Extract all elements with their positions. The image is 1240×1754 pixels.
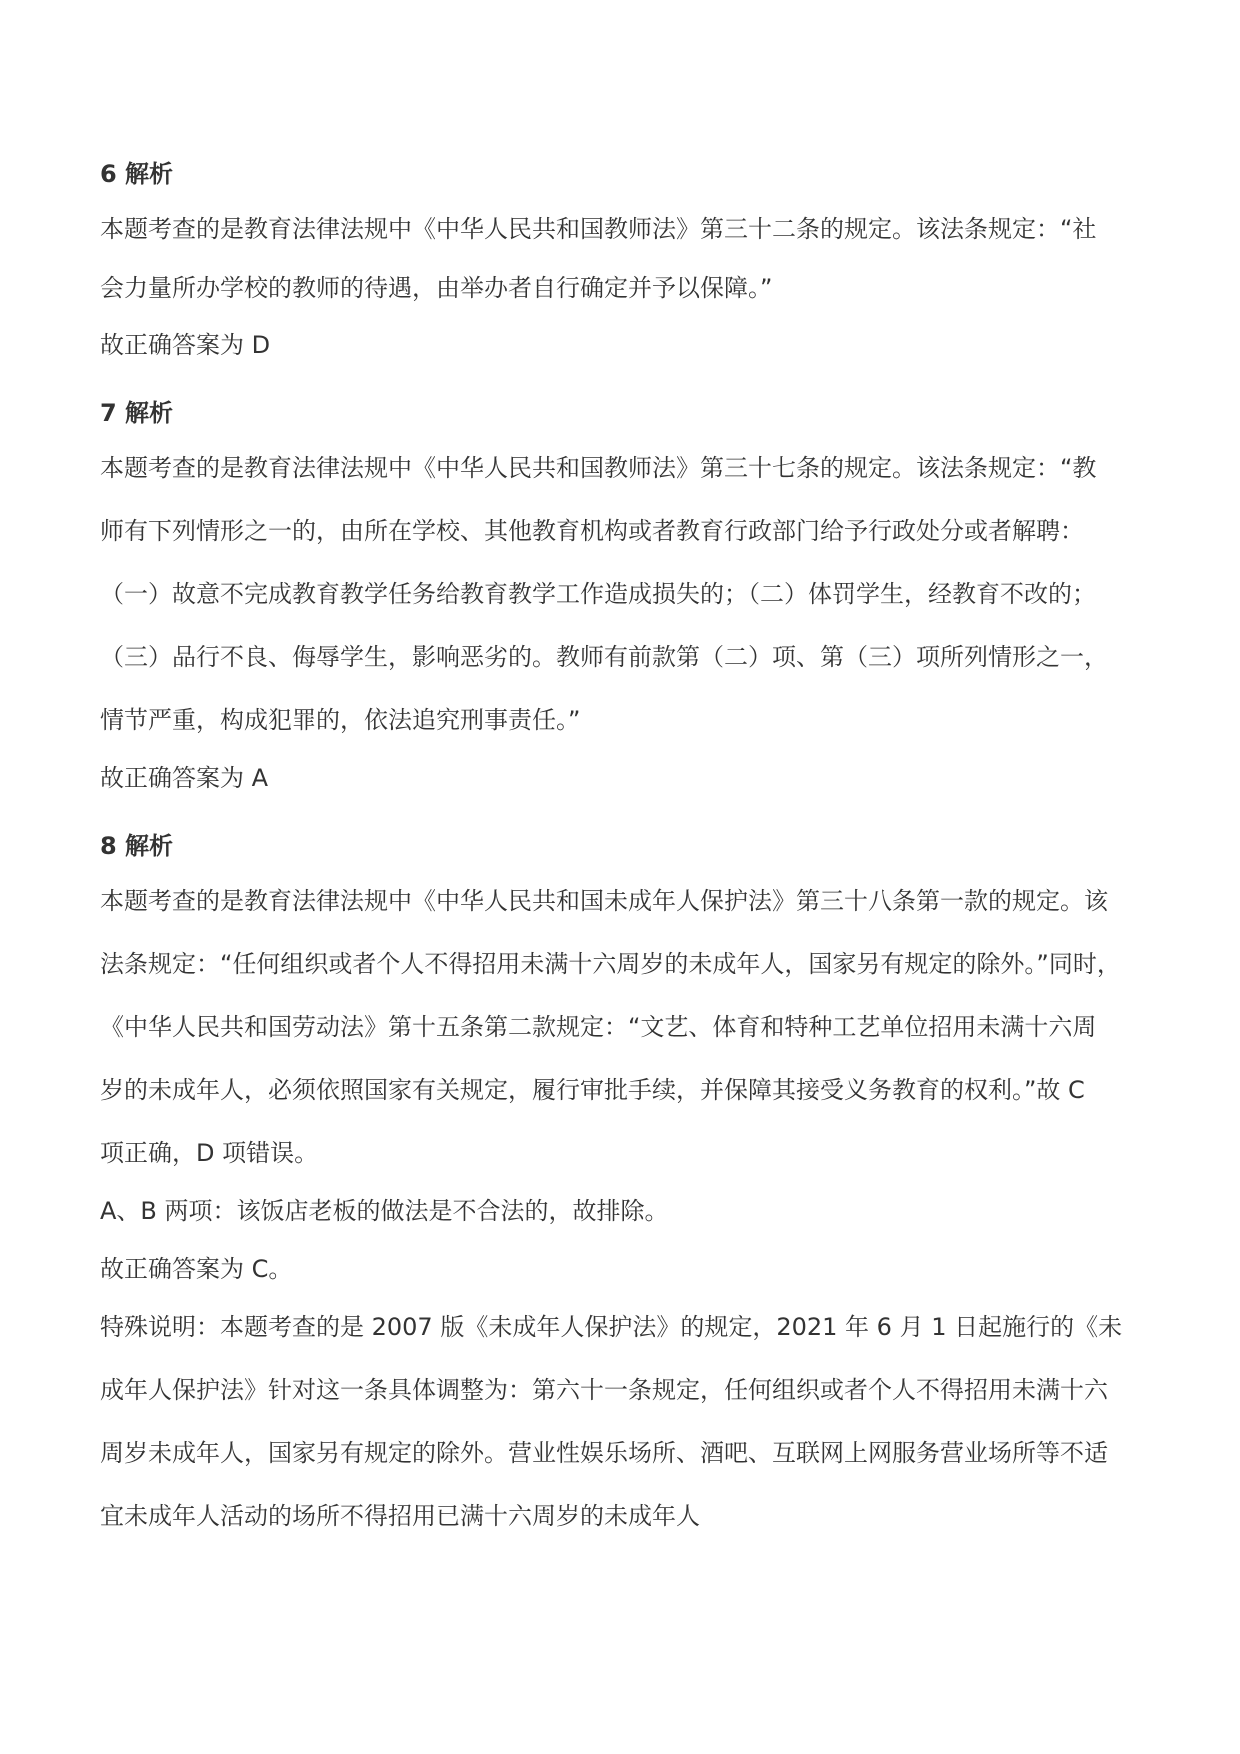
section-8-note-line-2: 成年人保护法》针对这一条具体调整为：第六十一条规定，任何组织或者个人不得招用未满十六 — [100, 1376, 1108, 1404]
section-6-heading: 6 解析 — [100, 160, 174, 188]
section-6-line-2: 会力量所办学校的教师的待遇，由举办者自行确定并予以保障。” — [100, 274, 773, 302]
section-8-heading: 8 解析 — [100, 832, 174, 860]
section-7-line-3: （一）故意不完成教育教学任务给教育教学工作造成损失的；（二）体罚学生，经教育不改的； — [100, 580, 1096, 608]
section-8-note-line-3: 周岁未成年人，国家另有规定的除外。营业性娱乐场所、酒吧、互联网上网服务营业场所等不适 — [100, 1439, 1108, 1467]
section-7-line-2: 师有下列情形之一的，由所在学校、其他教育机构或者教育行政部门给予行政处分或者解聘： — [100, 517, 1084, 545]
section-7-heading: 7 解析 — [100, 399, 174, 427]
section-7-line-5: 情节严重，构成犯罪的，依法追究刑事责任。” — [100, 706, 581, 734]
section-8-line-2: 法条规定：“任何组织或者个人不得招用未满十六周岁的未成年人，国家另有规定的除外。”同时， — [100, 950, 1121, 978]
section-6-answer: 故正确答案为 D — [100, 331, 271, 359]
section-8-extra: A、B 两项：该饭店老板的做法是不合法的，故排除。 — [100, 1197, 669, 1225]
section-8-note-line-4: 宜未成年人活动的场所不得招用已满十六周岁的未成年人 — [100, 1502, 700, 1530]
section-7-answer: 故正确答案为 A — [100, 764, 269, 792]
section-8-line-5: 项正确，D 项错误。 — [100, 1139, 319, 1167]
section-7-line-1: 本题考查的是教育法律法规中《中华人民共和国教师法》第三十七条的规定。该法条规定：“教 — [100, 454, 1097, 482]
section-6-line-1: 本题考查的是教育法律法规中《中华人民共和国教师法》第三十二条的规定。该法条规定：“社 — [100, 215, 1097, 243]
section-8-line-1: 本题考查的是教育法律法规中《中华人民共和国未成年人保护法》第三十八条第一款的规定。该 — [100, 887, 1108, 915]
section-7-line-4: （三）品行不良、侮辱学生，影响恶劣的。教师有前款第（二）项、第（三）项所列情形之一， — [100, 643, 1108, 671]
section-8-line-4: 岁的未成年人，必须依照国家有关规定，履行审批手续，并保障其接受义务教育的权利。”故 C — [100, 1076, 1085, 1104]
section-8-note-line-1: 特殊说明：本题考查的是 2007 版《未成年人保护法》的规定，2021 年 6 月 1 日起施行的《未 — [100, 1313, 1123, 1341]
section-8-answer: 故正确答案为 C。 — [100, 1255, 293, 1283]
section-8-line-3: 《中华人民共和国劳动法》第十五条第二款规定：“文艺、体育和特种工艺单位招用未满十六周 — [100, 1013, 1097, 1041]
